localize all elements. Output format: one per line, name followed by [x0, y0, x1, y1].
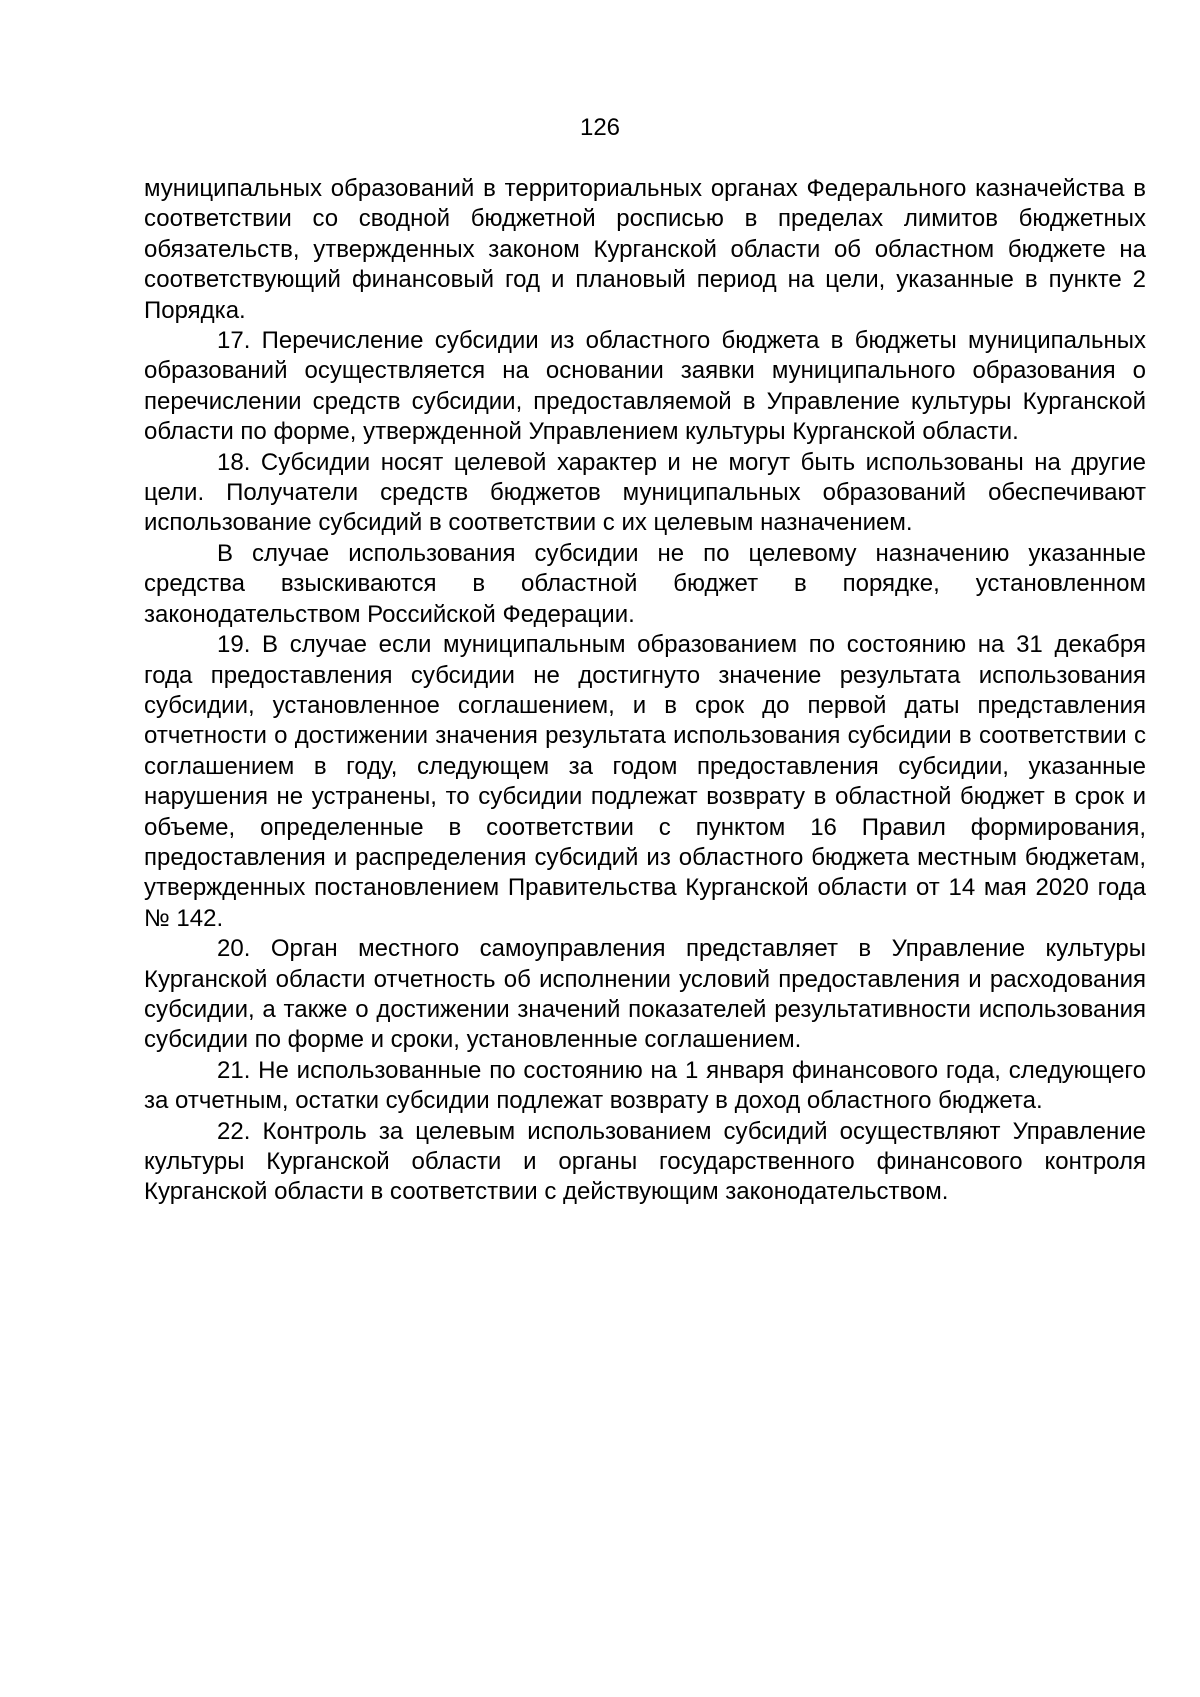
document-body	[144, 174, 1146, 1208]
paragraph-continuation: муниципальных образований в территориальных органах Федерального казначейства в соответствии со сводной бюджетной росписью в пределах лимитов бюджетных обязательств, утвержденных законом Курганской области об областном бюджете на соответствующий финансовый год и плановый период на цели, указанные в пункте 2 Порядка.	[144, 175, 1146, 324]
paragraph-22: 22. Контроль за целевым использованием субсидий осуществляют Управление культуры Курганской области и органы государственного финансового контроля Курганской области в соответствии с действующим законодательством.	[144, 1117, 1146, 1206]
paragraph-18-misuse: В случае использования субсидии не по целевому назначению указанные средства взыскиваются в областной бюджет в порядке, установленном законодательством Российской Федерации.	[144, 539, 1146, 628]
paragraph-19: 19. В случае если муниципальным образованием по состоянию на 31 декабря года предоставления субсидии не достигнуто значение результата использования субсидии, установленное соглашением, и в срок до первой даты представления отчетности о достижении значения результата использования субсидии в соответствии с соглашением в году, следующем за годом предоставления субсидии, указанные нарушения не устранены, то субсидии подлежат возврату в областной бюджет в срок и объеме, определенные в соответствии с пунктом 16 Правил формирования, предоставления и распределения субсидий из областного бюджета местным бюджетам, утвержденных постановлением Правительства Курганской области от 14 мая 2020 года № 142.	[144, 631, 1146, 932]
paragraph-21: 21. Не использованные по состоянию на 1 января финансового года, следующего за отчетным, остатки субсидии подлежат возврату в доход областного бюджета.	[144, 1056, 1146, 1115]
paragraph-20: 20. Орган местного самоуправления представляет в Управление культуры Курганской области отчетность об исполнении условий предоставления и расходования субсидии, а также о достижении значений показателей результативности использования субсидии по форме и сроки, установленные соглашением.	[144, 935, 1146, 1054]
page-number: 126	[579, 114, 621, 141]
paragraph-17: 17. Перечисление субсидии из областного бюджета в бюджеты муниципальных образований осуществляется на основании заявки муниципального образования о перечислении средств субсидии, предоставляемой в Управление культуры Курганской области по форме, утвержденной Управлением культуры Курганской области.	[144, 327, 1146, 446]
paragraph-18: 18. Субсидии носят целевой характер и не могут быть использованы на другие цели. Получатели средств бюджетов муниципальных образований обеспечивают использование субсидий в соответствии с их целевым назначением.	[144, 448, 1146, 537]
